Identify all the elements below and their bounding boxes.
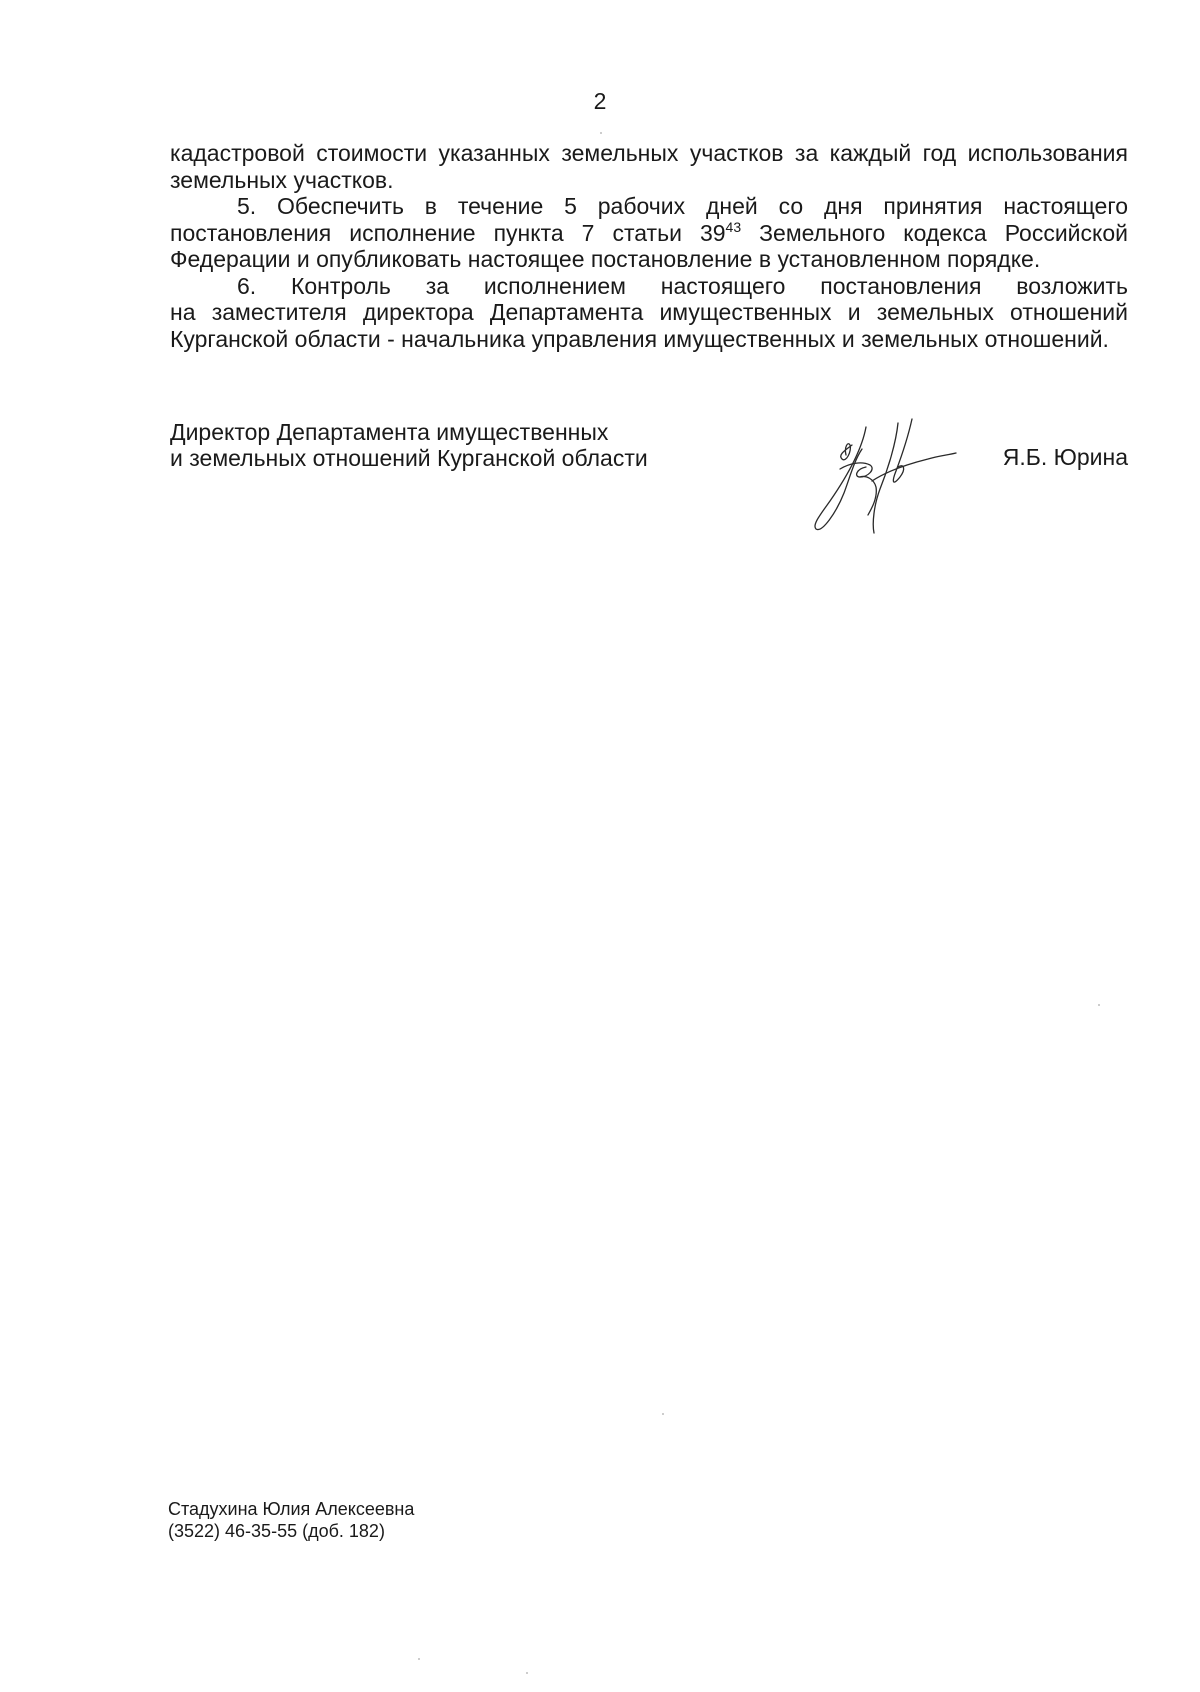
paragraph-5-text-end: Земельного кодекса Российской Федерации и опубликовать настоящее постановление в установленном порядке. — [170, 219, 1128, 272]
executor-contact — [168, 1498, 414, 1542]
executor-phone: (3522) 46-35-55 (доб. 182) — [168, 1521, 385, 1541]
signatory-name: Я.Б. Юрина — [1002, 444, 1128, 470]
paragraph-6-first-line: 6. Контроль за исполнением настоящего постановления возложить — [237, 272, 1128, 299]
scan-speck — [1098, 1004, 1100, 1006]
scan-speck — [418, 1658, 420, 1660]
article-superscript: 43 — [725, 218, 742, 235]
signatory-title — [170, 419, 648, 471]
scan-speck — [600, 132, 602, 134]
scan-speck — [526, 1672, 528, 1674]
paragraph-6-continuation: на заместителя директора Департамента имущественных и земельных отношений Курганской области - начальника управления имущественных и земельных отношений. — [170, 299, 1128, 352]
handwritten-signature — [800, 415, 960, 537]
signatory-title-line-2: и земельных отношений Курганской области — [170, 445, 648, 471]
scan-speck — [662, 1413, 664, 1415]
paragraph-5 — [170, 193, 1128, 273]
executor-name: Стадухина Юлия Алексеевна — [168, 1499, 415, 1519]
paragraph-5-text-start: 5. Обеспечить в течение 5 рабочих дней со дня принятия настоящего постановления исполнение пункта 7 статьи 39 — [170, 193, 1128, 246]
signatory-title-line-1: Директор Департамента имущественных — [170, 419, 609, 445]
document-body — [170, 140, 1128, 352]
signature-block — [170, 419, 1128, 539]
page-number: 2 — [593, 88, 607, 114]
paragraph-intro: кадастровой стоимости указанных земельных участков за каждый год использования земельных участков. — [170, 140, 1128, 193]
